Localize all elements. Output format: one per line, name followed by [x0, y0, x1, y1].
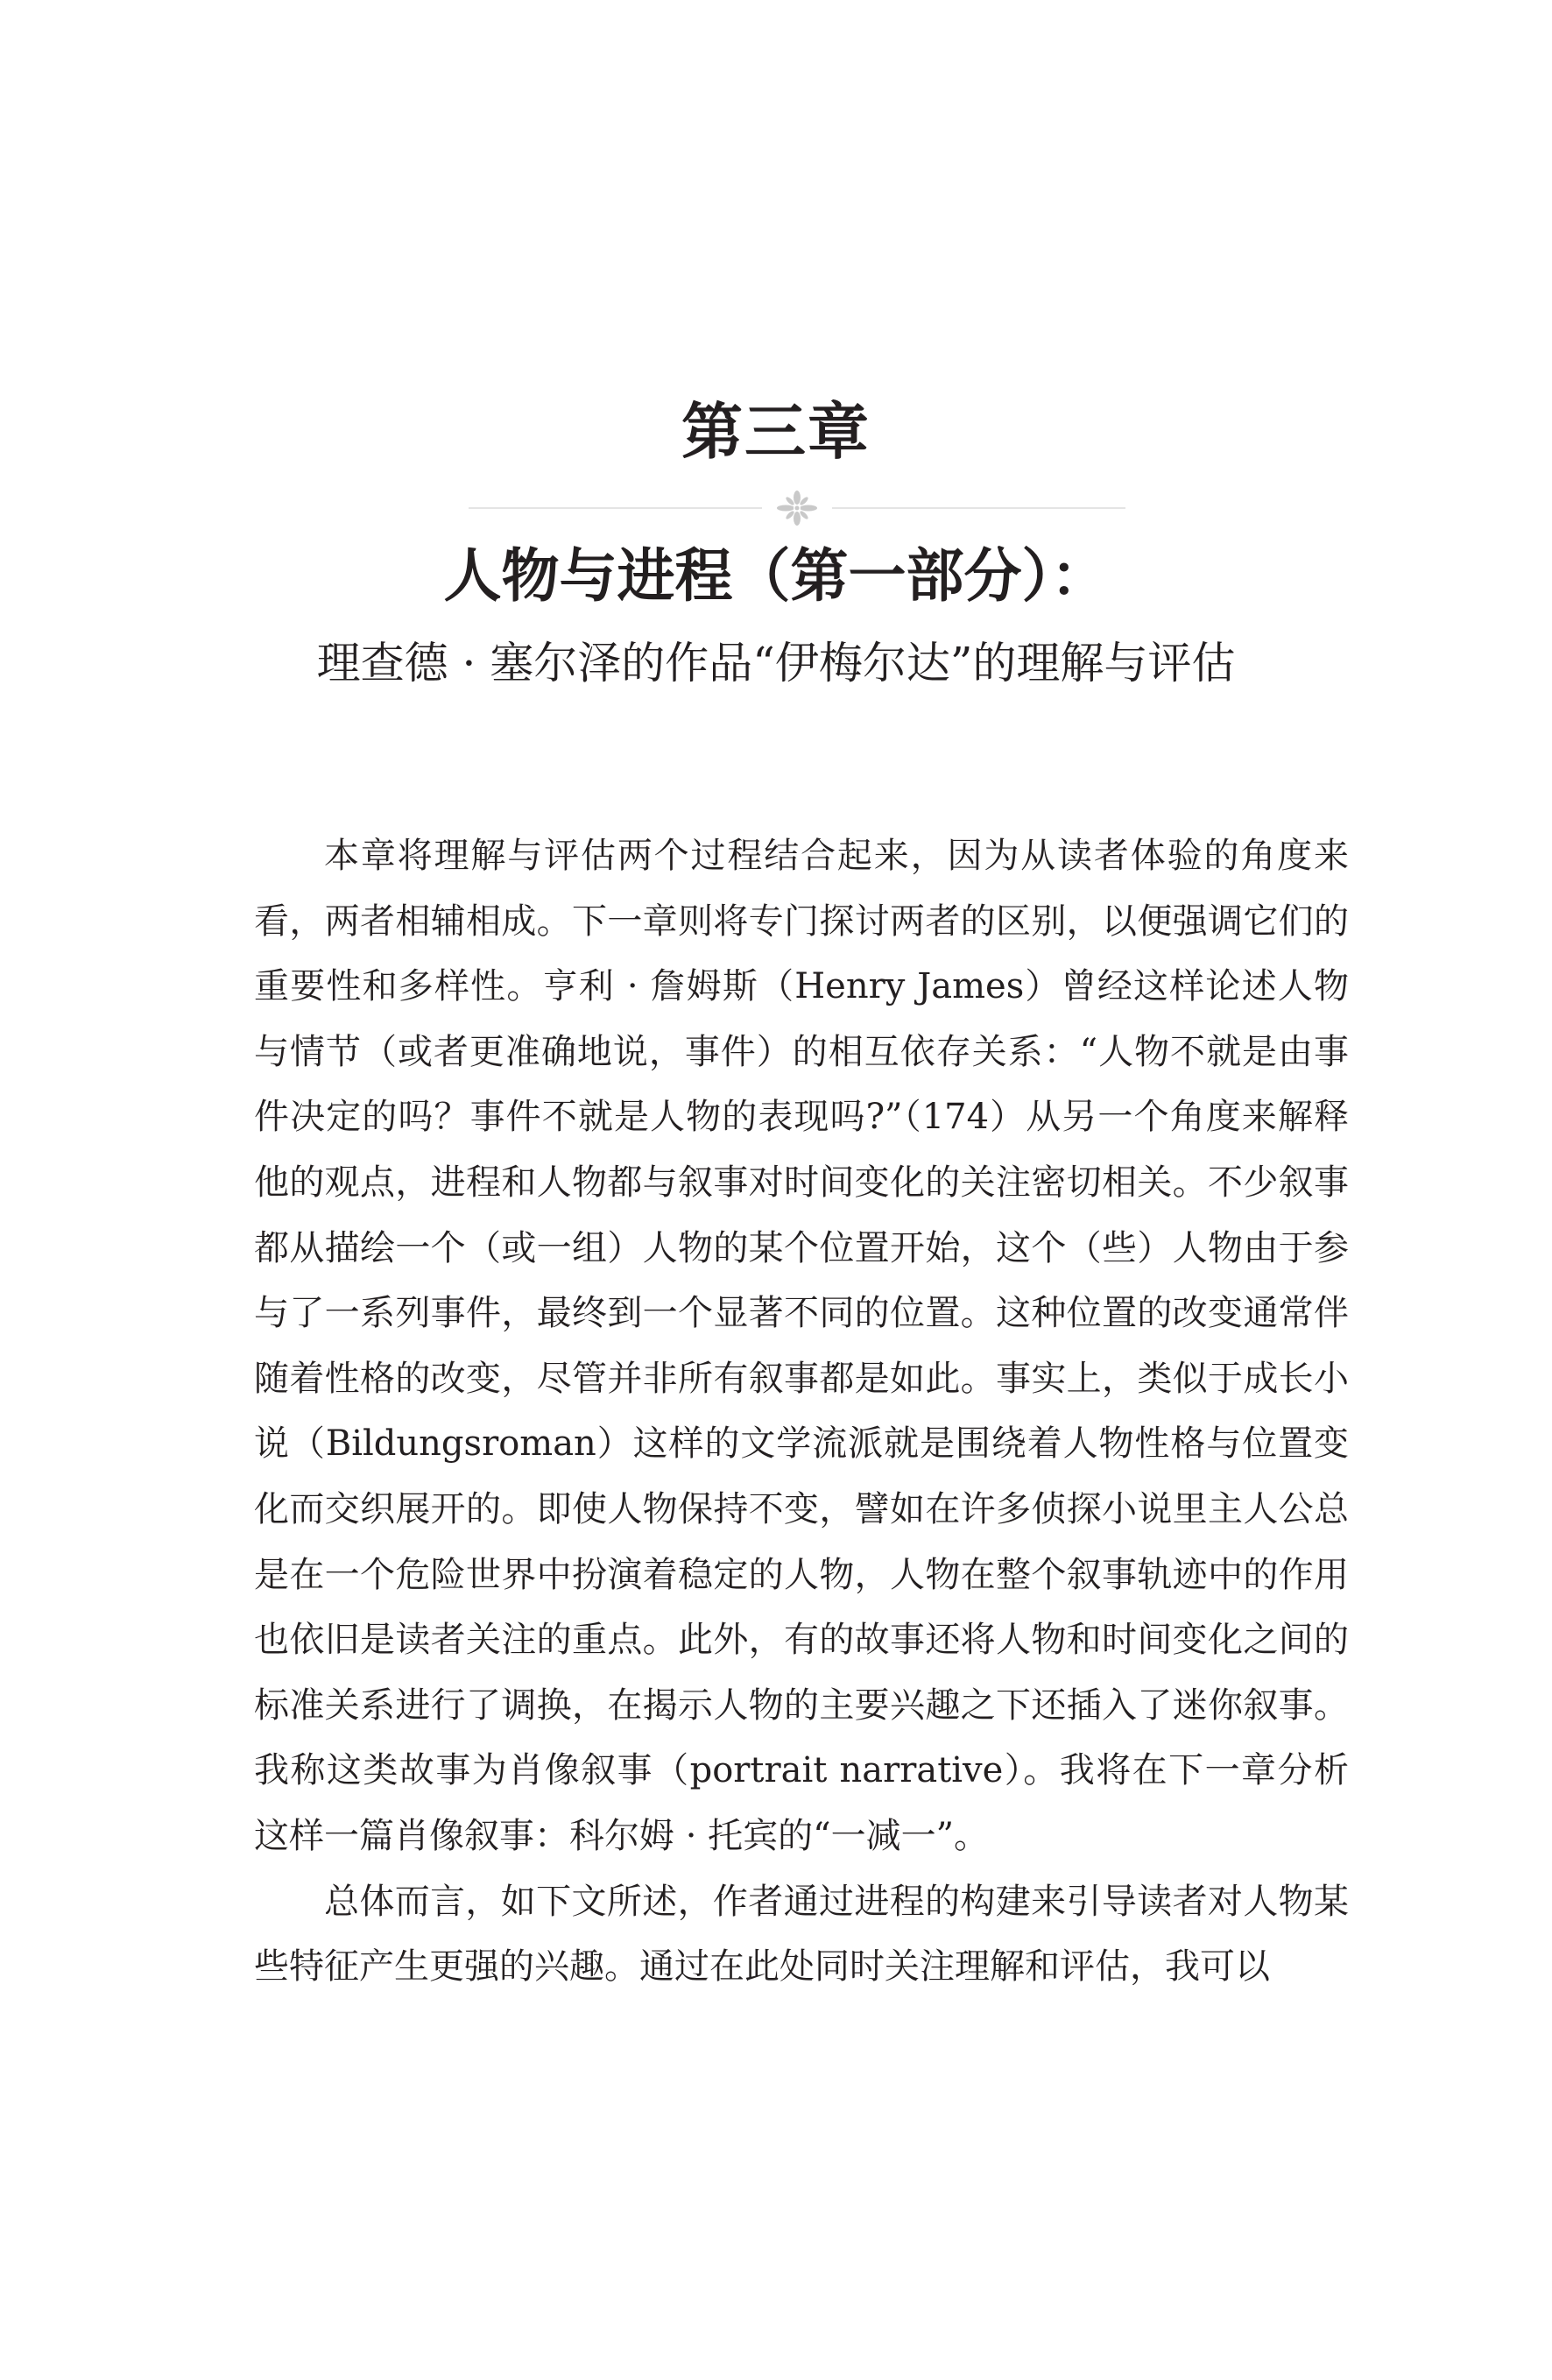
chapter-ornament: [469, 491, 1125, 526]
chapter-subtitle: 理查德 · 塞尔泽的作品“伊梅尔达”的理解与评估: [316, 638, 1236, 689]
paragraph-1: 本章将理解与评估两个过程结合起来，因为从读者体验的角度来看，两者相辅相成。下一章则将专门探讨两者的区别，以便强调它们的重要性和多样性。亨利 · 詹姆斯（Henry James）曾经这样论述人物与情节（或者更准确地说，事件）的相互依存关系：“人物不就是由事件决定的吗？事件不就是人物的表现吗?”（174）从另一个角度来解释他的观点，进程和人物都与叙事对时间变化的关注密切相关。不少叙事都从描绘一个（或一组）人物的某个位置开始，这个（些）人物由于参与了一系列事件，最终到一个显著不同的位置。这种位置的改变通常伴随着性格的改变，尽管并非所有叙事都是如此。事实上，类似于成长小说（Bildungsroman）这样的文学流派就是围绕着人物性格与位置变化而交织展开的。即使人物保持不变，譬如在许多侦探小说里主人公总是在一个危险世界中扮演着稳定的人物，人物在整个叙事轨迹中的作用也依旧是读者关注的重点。此外，有的故事还将人物和时间变化之间的标准关系进行了调换，在揭示人物的主要兴趣之下还插入了迷你叙事。我称这类故事为肖像叙事（portrait narrative）。我将在下一章分析这样一篇肖像叙事：科尔姆 · 托宾的“一减一”。: [254, 836, 1349, 1856]
ornament-rule-right: [832, 507, 1125, 509]
paragraph-2: 总体而言，如下文所述，作者通过进程的构建来引导读者对人物某些特征产生更强的兴趣。通过在此处同时关注理解和评估，我可以: [254, 1881, 1349, 1988]
chapter-title: 人物与进程（第一部分）：: [443, 541, 1109, 610]
body-text: [254, 823, 1349, 2000]
ornament-rule-left: [469, 507, 762, 509]
chapter-number: 第三章: [681, 395, 871, 468]
flourish-icon: [777, 491, 817, 526]
